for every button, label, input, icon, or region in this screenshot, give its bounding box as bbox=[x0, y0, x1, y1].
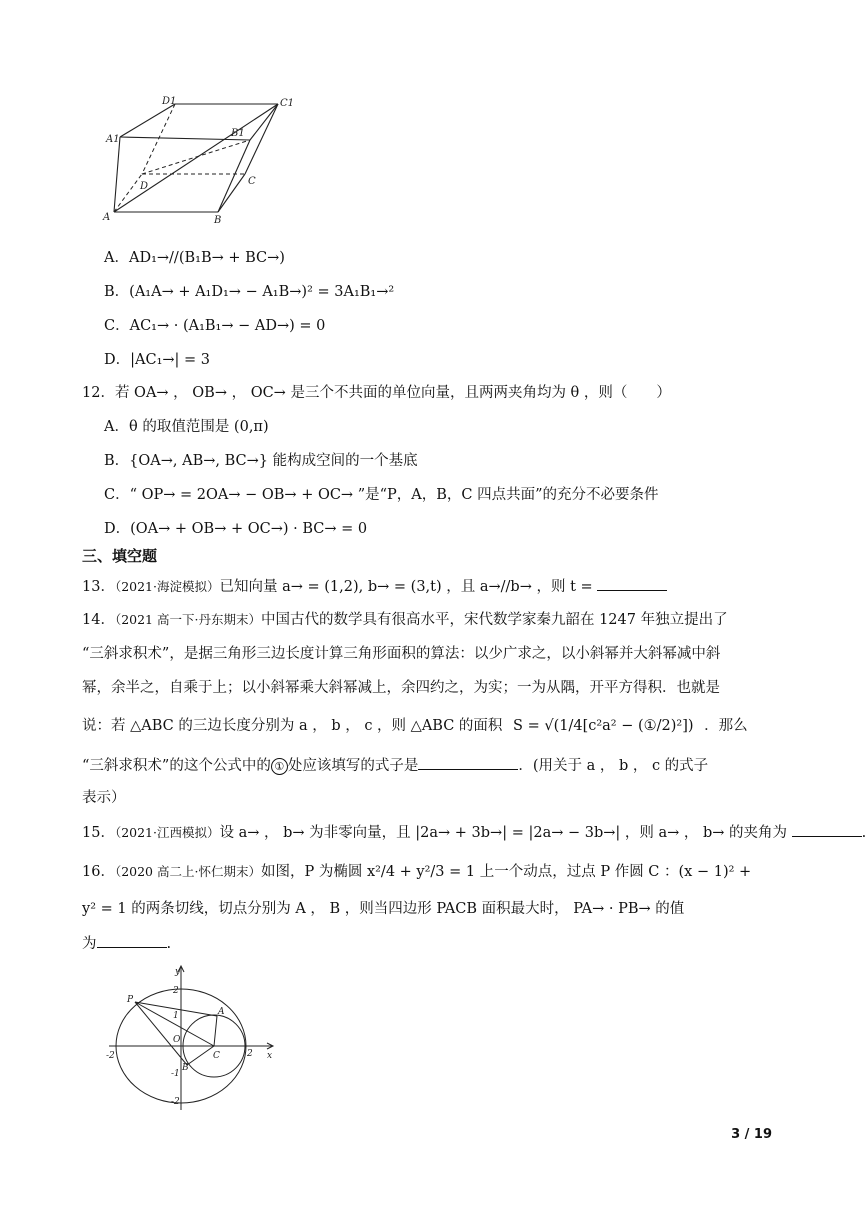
tick-minus-1: -1 bbox=[171, 1069, 180, 1079]
q11-option-a: A．AD₁→//(B₁B→ + BC→) bbox=[104, 250, 285, 266]
point-C: C bbox=[213, 1051, 220, 1061]
label-C: C bbox=[248, 176, 256, 187]
parallelepiped-figure bbox=[100, 92, 310, 227]
tick-2-top: 2 bbox=[173, 986, 179, 996]
axis-label-y: y bbox=[175, 967, 181, 977]
label-D1: D1 bbox=[162, 96, 177, 107]
axis-label-x: x bbox=[267, 1051, 273, 1061]
area-formula: S = √(1/4[c²a² − (①/2)²]) bbox=[513, 718, 694, 734]
q16-line3: 为 . bbox=[82, 933, 171, 954]
point-O: O bbox=[173, 1035, 181, 1045]
section-title: 三、填空题 bbox=[82, 547, 158, 565]
q11-option-d: D．|AC₁→| = 3 bbox=[104, 352, 211, 368]
q13: 13．（2021·海淀模拟）已知向量 a→ = (1,2), b→ = (3,t) ，且 a→//b→ ，则 t = bbox=[82, 576, 667, 597]
answer-blank bbox=[792, 822, 862, 837]
q11-option-b: B．(A₁A→ + A₁D₁→ − A₁B→)² = 3A₁B₁→² bbox=[104, 284, 395, 300]
q12-option-d: D．(OA→ + OB→ + OC→) · BC→ = 0 bbox=[104, 521, 368, 537]
q15: 15．（2021·江西模拟）设 a→ ， b→ 为非零向量，且 |2a→ + 3b→| = |2a→ − 3b→| ，则 a→ ， b→ 的夹角为 . bbox=[82, 822, 866, 843]
label-A: A bbox=[103, 212, 111, 223]
answer-blank bbox=[418, 755, 518, 770]
label-B: B bbox=[214, 215, 222, 226]
q12-option-a: A．θ 的取值范围是 (0,π) bbox=[104, 419, 269, 435]
label-C1: C1 bbox=[280, 98, 295, 109]
q14-line1: 14．（2021 高一下·丹东期末）中国古代的数学具有很高水平，宋代数学家秦九韶在 1247 年独立提出了 bbox=[82, 612, 728, 628]
tick-minus-2-bottom: -2 bbox=[171, 1097, 180, 1107]
q14-line3: 幂，余半之，自乘于上；以小斜幂乘大斜幂减上，余四约之，为实；一为从隅，开平方得积．也就是 bbox=[82, 680, 720, 696]
q14-line5: “三斜求积术”的这个公式中的 ① 处应该填写的式子是 ．(用关于 a ， b ， c 的式子 bbox=[82, 755, 708, 776]
q12-stem: 12．若 OA→ ， OB→ ， OC→ 是三个不共面的单位向量，且两两夹角均为 θ ，则（ ） bbox=[82, 385, 671, 401]
tick-2-right: 2 bbox=[247, 1049, 253, 1059]
ellipse-circle-figure bbox=[105, 962, 285, 1112]
point-P: P bbox=[127, 995, 134, 1005]
page-number: 3 / 19 bbox=[731, 1127, 772, 1142]
q14-line2: “三斜求积术”，是据三角形三边长度计算三角形面积的算法：以少广求之，以小斜幂并大斜幂减中斜 bbox=[82, 646, 721, 662]
circled-one: ① bbox=[271, 758, 288, 775]
q14-line4: 说：若 △ABC 的三边长度分别为 a ， b ， c ，则 △ABC 的面积 S = √(1/4[c²a² − (①/2)²]) ．那么 bbox=[82, 718, 748, 734]
answer-blank bbox=[97, 933, 167, 948]
point-B: B bbox=[182, 1063, 189, 1073]
label-D: D bbox=[140, 181, 149, 192]
q16-line1: 16．（2020 高二上·怀仁期末）如图，P 为椭圆 x²/4 + y²/3 = 1 上一个动点，过点 P 作圆 C ：(x − 1)² + bbox=[82, 864, 752, 880]
point-A: A bbox=[218, 1007, 225, 1017]
tick-1: 1 bbox=[173, 1011, 179, 1021]
answer-blank bbox=[597, 576, 667, 591]
tick-minus-2-left: -2 bbox=[106, 1051, 115, 1061]
q11-option-c: C．AC₁→ · (A₁B₁→ − AD→) = 0 bbox=[104, 318, 326, 334]
q12-option-b: B．{OA→, AB→, BC→} 能构成空间的一个基底 bbox=[104, 453, 418, 469]
q12-option-c: C．“ OP→ = 2OA→ − OB→ + OC→ ”是“P，A，B，C 四点共面”的充分不必要条件 bbox=[104, 487, 659, 503]
q16-line2: y² = 1 的两条切线，切点分别为 A ， B ，则当四边形 PACB 面积最大时， PA→ · PB→ 的值 bbox=[82, 901, 685, 917]
label-B1: B1 bbox=[231, 128, 245, 139]
q14-line6: 表示） bbox=[82, 790, 126, 806]
label-A1: A1 bbox=[106, 134, 120, 145]
